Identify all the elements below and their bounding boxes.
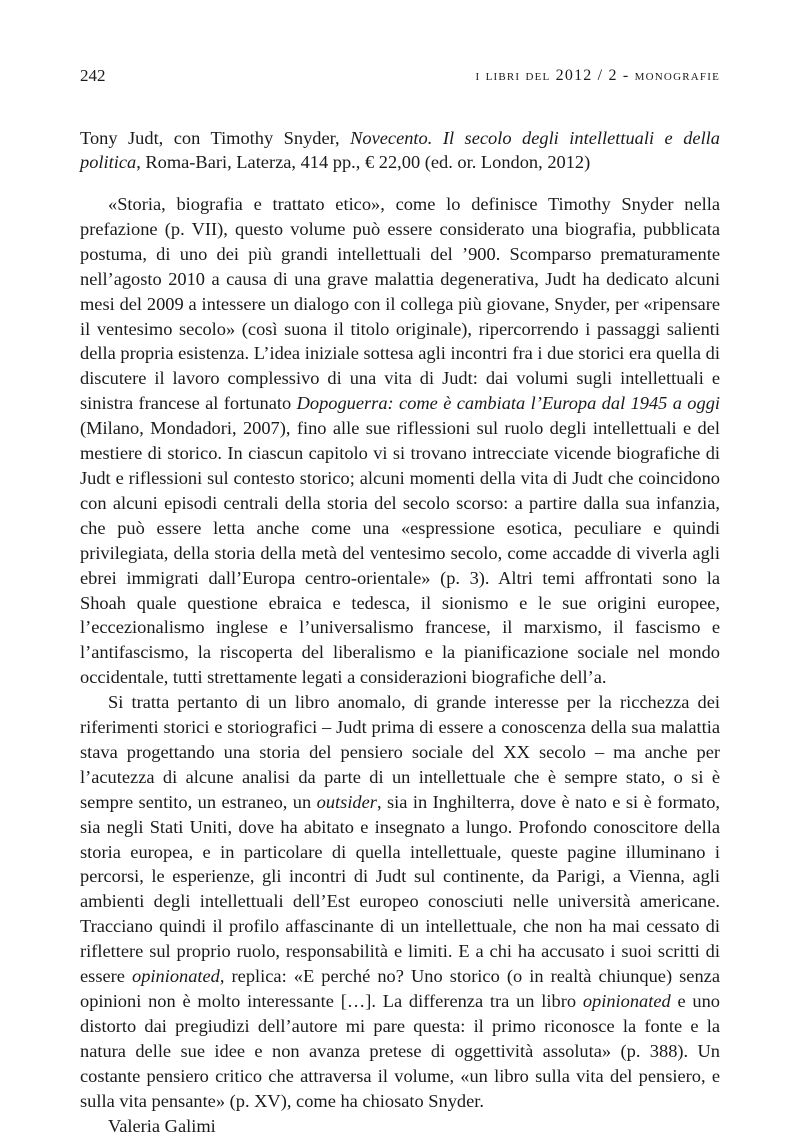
paragraph-2-text-d: e uno distorto dai pregiudizi dell’autore mi pare questa: il primo riconosce la fonte e la natura delle sue idee e non avanza pretese di oggettività assoluta» (p. 388). Un costante pensiero critico che attraversa il volume, «un libro sulla vita del pensiero, e sulla vita pensante» (p. XV), come ha chiosato Snyder. [80, 991, 720, 1111]
paragraph-1-text-b: (Milano, Mondadori, 2007), fino alle sue riflessioni sul ruolo degli intellettuali e del mestiere di storico. In ciascun capitolo vi si trovano intrecciate vicende biografiche di Judt e riflessioni sul contesto storico; alcuni momenti della vita di Judt che coincidono con alcuni episodi centrali della storia del secolo scorso: a partire dalla sua infanzia, che può essere letta anche come una «espressione esotica, peculiare e quindi privilegiata, della storia della metà del ventesimo secolo, come accadde di viverla agli ebrei immigrati dall’Europa centro-orientale» (p. 3). Altri temi affrontati sono la Shoah quale questione ebraica e tedesca, il sionismo e le sue origini europee, l’eccezionalismo inglese e l’universalismo francese, il marxismo, il fascismo e l’antifascismo, la riscoperta del liberalismo e la pianificazione sociale nel mondo occidentale, tutti strettamente legati a considerazioni biografiche dell’a. [80, 418, 720, 688]
paragraph-2-italic-opinionated-1: opinionated [132, 966, 220, 987]
review-body [80, 192, 720, 1138]
review-paragraph-2 [80, 690, 720, 1113]
paragraph-1-text-a: «Storia, biografia e trattato etico», come lo definisce Timothy Snyder nella prefazione (p. VII), questo volume può essere considerato una biografia, pubblicata postuma, di uno dei più grandi intellettuali del ’900. Scomparso prematuramente nell’agosto 2010 a causa di una grave malattia degenerativa, Judt ha dedicato alcuni mesi del 2009 a intessere un dialogo con il collega più giovane, Snyder, per «ripensare il ventesimo secolo» (così suona il titolo originale), ripercorrendo i passaggi salienti della propria esistenza. L’idea iniziale sottesa agli incontri fra i due storici era quella di discutere il lavoro complessivo di una vita di Judt: dai volumi sugli intellettuali e sinistra francese al fortunato [80, 194, 720, 414]
citation-authors: Tony Judt, con Timothy Snyder, [80, 128, 351, 148]
citation-title: Novecento. Il secolo degli intellettuali e della politica [80, 128, 720, 172]
paragraph-1-italic-title: Dopoguerra: come è cambiata l’Europa dal 1945 a oggi [296, 393, 721, 414]
paragraph-2-italic-outsider: outsider [316, 791, 377, 812]
document-page [80, 0, 721, 1136]
paragraph-2-text-b: , sia in Inghilterra, dove è nato e si è formato, sia negli Stati Uniti, dove ha abitato e insegnato a lungo. Profondo conoscitore della storia europea, e in particolare di quella intellettuale, queste pagine illuminano i percorsi, le esperienze, gli incontri di Judt sul continente, da Parigi, a Vienna, agli ambienti degli intellettuali dell’Est europeo conosciuti nelle università americane. Tracciano quindi il profilo affascinante di un intellettuale, che non ha mai cessato di riflettere sul proprio ruolo, responsabilità e limiti. E a chi ha accusato i suoi scritti di essere [80, 791, 720, 987]
paragraph-2-italic-opinionated-2: opinionated [582, 991, 671, 1011]
review-author-signature: Valeria Galimi [108, 1115, 216, 1136]
paragraph-2-text-a: Si tratta pertanto di un libro anomalo, di grande interesse per la ricchezza dei riferimenti storici e storiografici – Judt prima di essere a conoscenza della sua malattia stava progettando una storia del pensiero sociale del XX secolo – ma anche per l’acutezza di alcune analisi da parte di un intellettuale che è sempre stato, o si è sempre sentito, un estraneo, un [80, 692, 720, 812]
review-paragraph-1 [80, 192, 720, 690]
paragraph-2-text-c: , replica: «E perché no? Uno storico (o in realtà chiunque) senza opinioni non è molto interessante […]. La differenza tra un libro [80, 966, 720, 1011]
citation-details: , Roma-Bari, Laterza, 414 pp., € 22,00 (ed. or. London, 2012) [136, 152, 591, 172]
page-number: 242 [80, 66, 106, 85]
section-title: i libri del 2012 / 2 - monografie [475, 67, 720, 84]
running-header [80, 64, 720, 88]
book-citation [80, 126, 720, 174]
